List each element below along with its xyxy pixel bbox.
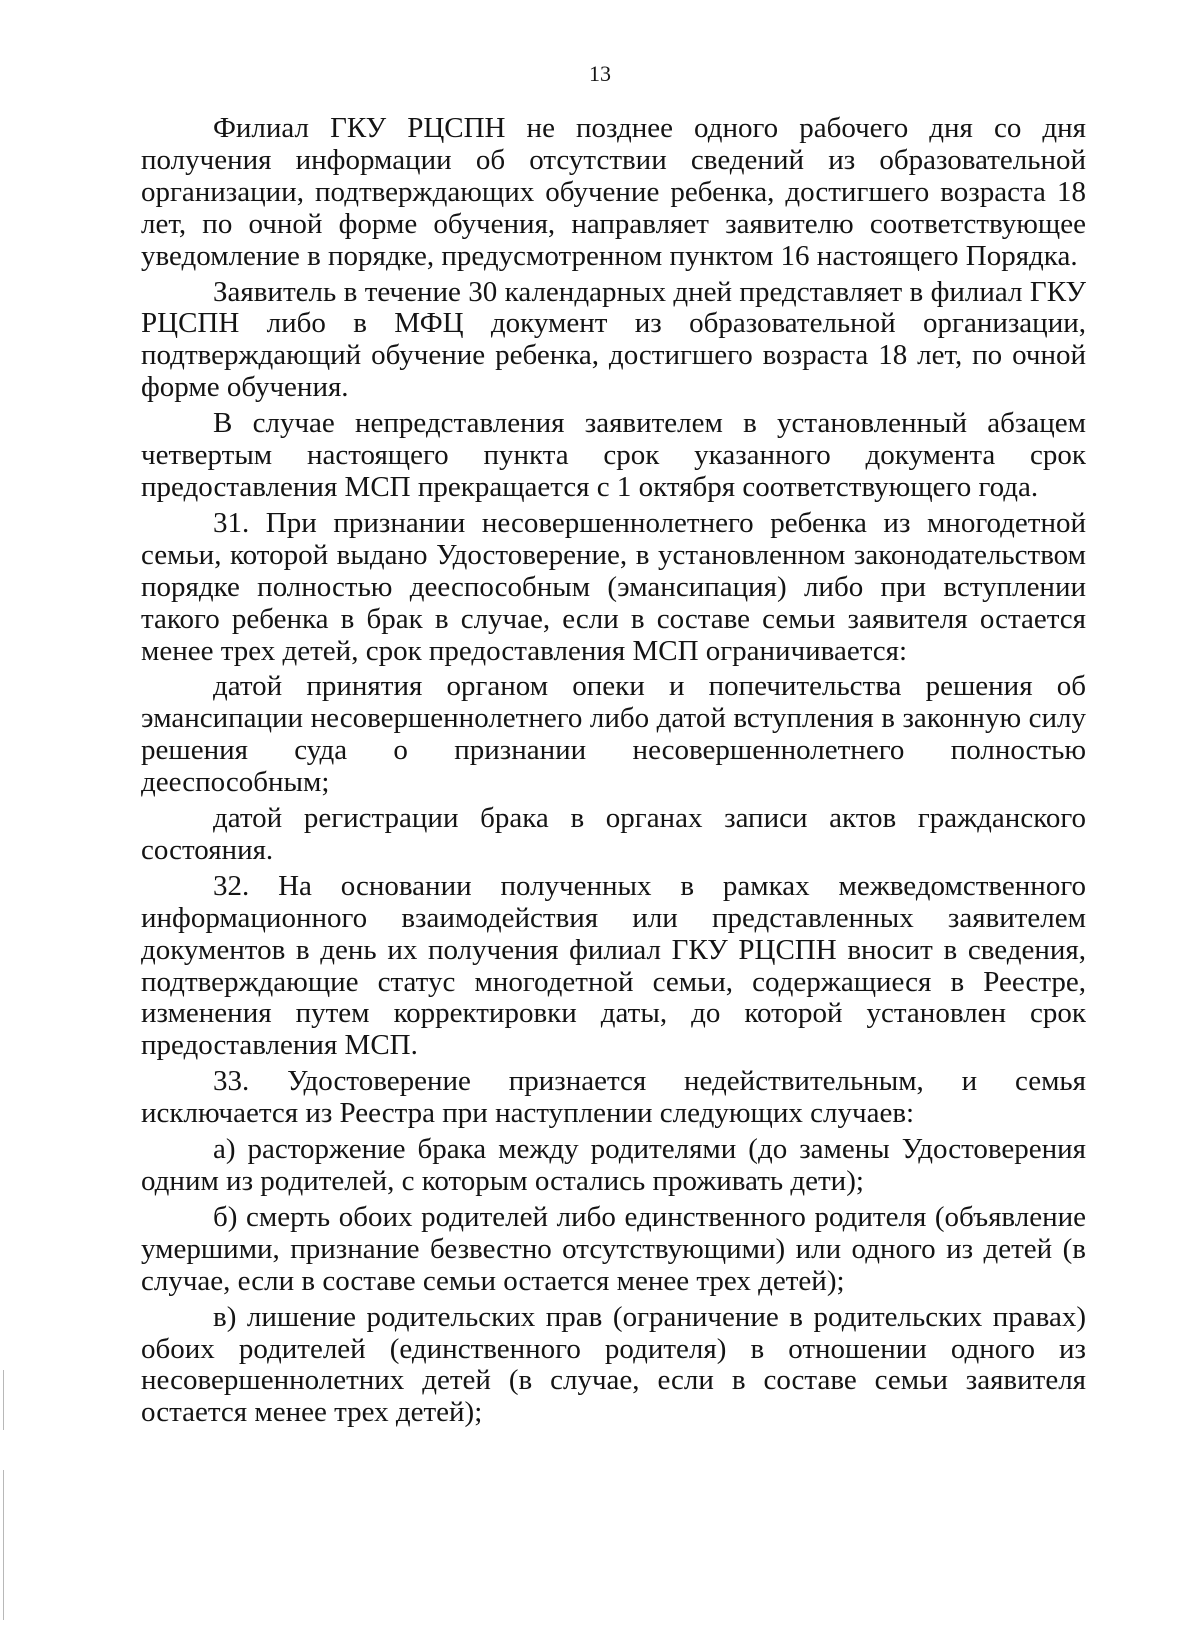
paragraph: 33. Удостоверение признается недействительным, и семья исключается из Реестра при наступлении следующих случаев: [141,1065,1086,1130]
paragraph: В случае непредставления заявителем в установленный абзацем четвертым настоящего пункта срок указанного документа срок предоставления МСП прекращается с 1 октября соответствующего года. [141,407,1086,503]
paragraph: Филиал ГКУ РЦСПН не позднее одного рабочего дня со дня получения информации об отсутствии сведений из образовательной организации, подтверждающих обучение ребенка, достигшего возраста 18 лет, по очной форме обучения, направляет заявителю соответствующее уведомление в порядке, предусмотренном пунктом 16 настоящего Порядка. [141,112,1086,272]
page-number: 13 [589,61,611,86]
paragraph: датой принятия органом опеки и попечительства решения об эмансипации несовершеннолетнего либо датой вступления в законную силу решения суда о признании несовершеннолетнего полностью дееспособным; [141,670,1086,799]
list-item: а) расторжение брака между родителями (до замены Удостоверения одним из родителей, с которым остались проживать дети); [141,1133,1086,1197]
scan-edge-mark [3,1470,4,1620]
paragraph: датой регистрации брака в органах записи актов гражданского состояния. [141,802,1086,866]
document-body [141,113,1086,1429]
paragraph: 32. На основании полученных в рамках межведомственного информационного взаимодействия или представленных заявителем документов в день их получения филиал ГКУ РЦСПН вносит в сведения, подтверждающие статус многодетной семьи, содержащиеся в Реестре, изменения путем корректировки даты, до которой установлен срок предоставления МСП. [141,869,1086,1062]
scan-edge-mark [3,1370,4,1430]
paragraph: Заявитель в течение 30 календарных дней представляет в филиал ГКУ РЦСПН либо в МФЦ документ из образовательной организации, подтверждающий обучение ребенка, достигшего возраста 18 лет, по очной форме обучения. [141,275,1086,404]
list-item: в) лишение родительских прав (ограничение в родительских правах) обоих родителей (единственного родителя) в отношении одного из несовершеннолетних детей (в случае, если в составе семьи заявителя остается менее трех детей); [141,1300,1086,1429]
paragraph: 31. При признании несовершеннолетнего ребенка из многодетной семьи, которой выдано Удостоверение, в установленном законодательством порядке полностью дееспособным (эмансипация) либо при вступлении такого ребенка в брак в случае, если в составе семьи заявителя остается менее трех детей, срок предоставления МСП ограничивается: [141,506,1086,667]
list-item: б) смерть обоих родителей либо единственного родителя (объявление умершими, признание безвестно отсутствующими) или одного из детей (в случае, если в составе семьи остается менее трех детей); [141,1200,1086,1297]
